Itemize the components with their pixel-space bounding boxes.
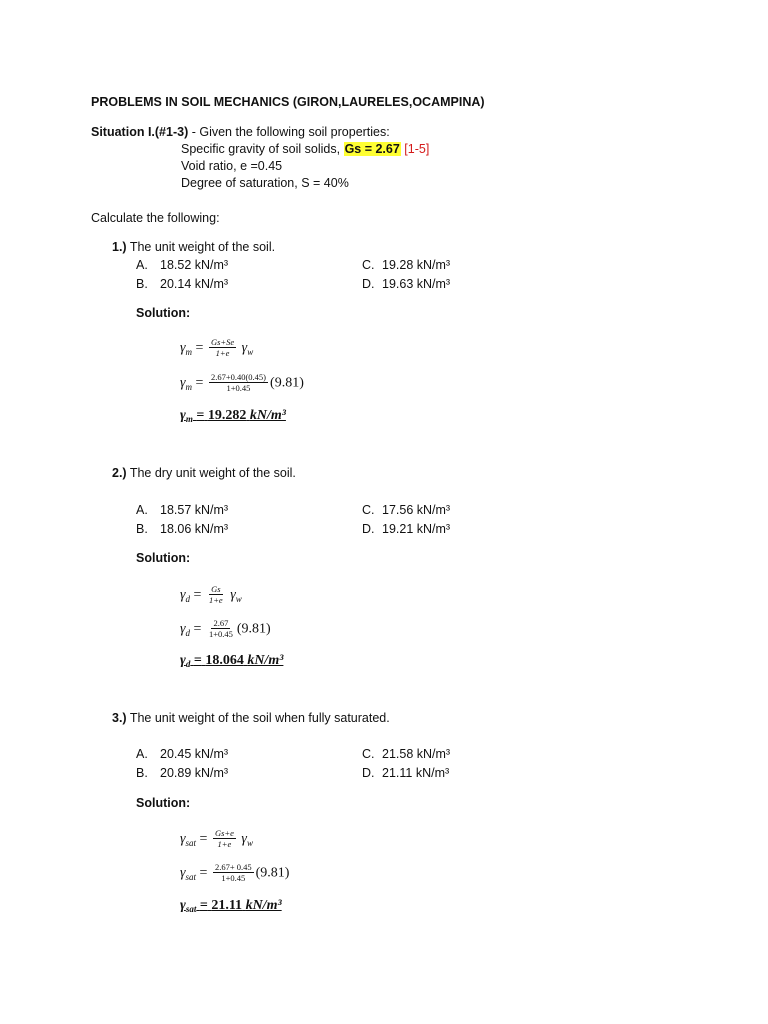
formula-substituted: $\gamma_d$ = $\frac{2.67}{1+0.45}$ (9.81) — [180, 618, 271, 639]
choice-b — [136, 766, 228, 780]
choice-letter: B. — [136, 766, 148, 780]
choice-d — [362, 766, 449, 780]
choice-value: 21.11 kN/m³ — [382, 766, 450, 780]
choice-b — [136, 277, 228, 291]
formula-substituted: $\gamma_m$ = $\frac{2.67+0.40(0.45)}{1+0.45}$ (9.81) — [180, 372, 304, 393]
choice-letter: B. — [136, 522, 148, 536]
choice-letter: D. — [362, 766, 375, 780]
gs-label: Specific gravity of soil solids, — [181, 142, 344, 156]
question-text: The dry unit weight of the soil. — [129, 466, 296, 480]
choice-value: 21.58 kN/m³ — [382, 747, 451, 761]
choice-value: 19.21 kN/m³ — [382, 522, 451, 536]
gs-reference: [1-5] — [404, 142, 430, 156]
choice-letter: A. — [136, 747, 148, 761]
situation-intro: - Given the following soil properties: — [191, 125, 390, 139]
choice-value: 19.28 kN/m³ — [382, 258, 451, 272]
choice-letter: C. — [362, 258, 375, 272]
question-line — [112, 711, 390, 725]
solution-label: Solution: — [136, 306, 191, 320]
choice-value: 17.56 kN/m³ — [382, 503, 451, 517]
choice-a — [136, 747, 228, 761]
formula-result: $\gamma_m = 19.282$ kN/m³ — [180, 408, 286, 424]
choice-value: 20.89 kN/m³ — [160, 766, 229, 780]
choice-letter: D. — [362, 522, 375, 536]
question-number: 3.) — [112, 711, 127, 725]
situation-label: Situation I.(#1-3) — [91, 125, 189, 139]
situation-line — [91, 125, 390, 139]
question-number: 1.) — [112, 240, 127, 254]
choice-a — [136, 503, 228, 517]
gs-highlight: Gs = 2.67 — [344, 142, 400, 156]
choice-letter: B. — [136, 277, 148, 291]
choice-a — [136, 258, 228, 272]
choice-letter: C. — [362, 503, 375, 517]
choice-letter: D. — [362, 277, 375, 291]
formula-general: $\gamma_m$ = $\frac{Gs+Se}{1+e}$ $\gamma_w$ — [180, 337, 254, 358]
property-specific-gravity — [181, 142, 429, 156]
property-saturation: Degree of saturation, S = 40% — [181, 176, 349, 190]
question-number: 2.) — [112, 466, 127, 480]
choice-value: 18.06 kN/m³ — [160, 522, 229, 536]
choice-value: 18.57 kN/m³ — [160, 503, 229, 517]
choice-b — [136, 522, 228, 536]
choice-c — [362, 747, 450, 761]
choice-value: 20.45 kN/m³ — [160, 747, 229, 761]
choice-value: 19.63 kN/m³ — [382, 277, 451, 291]
choice-letter: C. — [362, 747, 375, 761]
formula-general: $\gamma_d$ = $\frac{Gs}{1+e}$ $\gamma_w$ — [180, 584, 242, 605]
choice-value: 18.52 kN/m³ — [160, 258, 229, 272]
property-void-ratio: Void ratio, e =0.45 — [181, 159, 283, 173]
question-line — [112, 240, 275, 254]
choice-d — [362, 277, 450, 291]
question-text: The unit weight of the soil when fully saturated. — [129, 711, 390, 725]
formula-result: $\gamma_{sat} = 21.11$ kN/m³ — [180, 898, 282, 914]
choice-c — [362, 503, 450, 517]
solution-label: Solution: — [136, 796, 191, 810]
document-title: PROBLEMS IN SOIL MECHANICS (GIRON,LAURELES,OCAMPINA) — [91, 95, 485, 109]
solution-label: Solution: — [136, 551, 191, 565]
choice-d — [362, 522, 450, 536]
calc-heading: Calculate the following: — [91, 211, 220, 225]
choice-letter: A. — [136, 258, 148, 272]
choice-value: 20.14 kN/m³ — [160, 277, 229, 291]
question-text: The unit weight of the soil. — [129, 240, 276, 254]
formula-substituted: $\gamma_{sat}$ = $\frac{2.67+ 0.45}{1+0.45}$ (9.81) — [180, 862, 290, 883]
choice-c — [362, 258, 450, 272]
formula-general: $\gamma_{sat}$ = $\frac{Gs+e}{1+e}$ $\gamma_w$ — [180, 828, 253, 849]
question-line — [112, 466, 296, 480]
formula-result: $\gamma_d = 18.064$ kN/m³ — [180, 653, 284, 669]
choice-letter: A. — [136, 503, 148, 517]
